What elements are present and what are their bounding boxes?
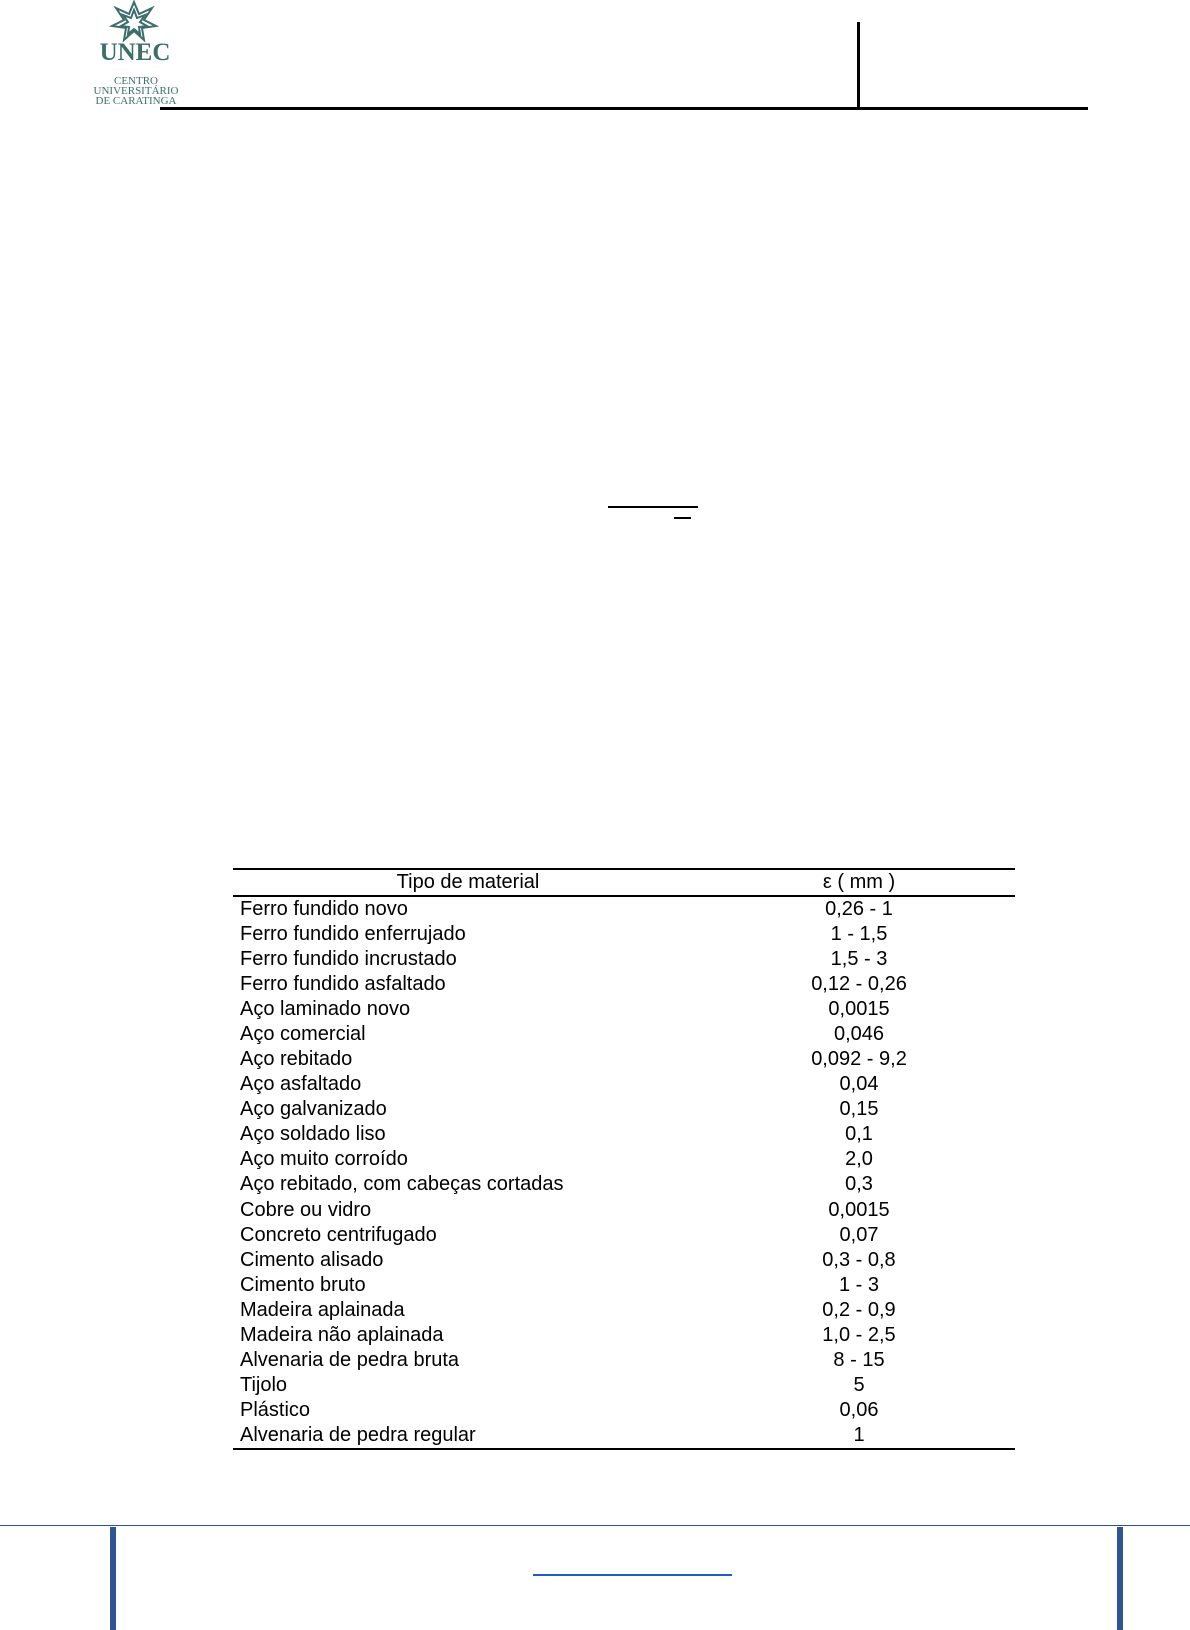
header-divider xyxy=(857,22,860,109)
table-row xyxy=(233,1122,1015,1147)
unec-logo xyxy=(86,0,186,110)
epsilon-cell: 1,5 - 3 xyxy=(830,948,888,971)
material-cell: Ferro fundido enferrujado xyxy=(240,923,466,946)
material-cell: Ferro fundido incrustado xyxy=(240,948,457,971)
material-cell: Concreto centrifugado xyxy=(240,1223,437,1246)
epsilon-cell: 0,3 - 0,8 xyxy=(822,1248,896,1271)
table-body xyxy=(233,896,1015,1449)
material-cell: Madeira aplainada xyxy=(240,1298,405,1321)
material-cell: Aço asfaltado xyxy=(240,1073,362,1096)
table-row xyxy=(233,997,1015,1022)
material-cell: Aço soldado liso xyxy=(240,1123,386,1146)
material-cell: Madeira não aplainada xyxy=(240,1323,444,1346)
material-cell: Aço comercial xyxy=(240,1023,366,1046)
roughness-table xyxy=(233,868,1015,1450)
material-cell: Ferro fundido asfaltado xyxy=(240,973,446,996)
epsilon-cell: 0,26 - 1 xyxy=(825,898,893,920)
logo-line-3: DE CARATINGA xyxy=(95,95,177,107)
epsilon-cell: 2,0 xyxy=(845,1148,873,1171)
epsilon-cell: 0,1 xyxy=(845,1123,873,1146)
table-row xyxy=(233,1223,1015,1248)
unec-logo-graphic xyxy=(86,0,186,110)
table-row xyxy=(233,1172,1015,1197)
material-cell: Aço muito corroído xyxy=(240,1148,408,1171)
logo-line-2: UNIVERSITÁRIO xyxy=(93,85,179,97)
formula-overbar xyxy=(674,517,691,519)
material-cell: Cimento alisado xyxy=(240,1248,384,1271)
logo-wordmark: UNEC xyxy=(99,39,171,66)
epsilon-cell: 0,046 xyxy=(833,1023,885,1046)
table-row xyxy=(233,1423,1015,1449)
star-icon xyxy=(112,2,156,40)
table-row xyxy=(233,1198,1015,1223)
epsilon-cell: 0,092 - 9,2 xyxy=(811,1048,907,1071)
epsilon-cell: 0,06 xyxy=(839,1398,879,1421)
table-row xyxy=(233,1072,1015,1097)
table-row xyxy=(233,1047,1015,1072)
footer-rule xyxy=(0,1525,1190,1526)
table-row xyxy=(233,896,1015,922)
epsilon-cell: 0,3 xyxy=(845,1173,873,1196)
table-row xyxy=(233,1348,1015,1373)
material-cell: Cimento bruto xyxy=(240,1273,366,1296)
footer-link-underline[interactable] xyxy=(533,1574,732,1576)
epsilon-cell: 1 - 1,5 xyxy=(830,923,888,946)
table-row xyxy=(233,1273,1015,1298)
table-row xyxy=(233,947,1015,972)
table-row xyxy=(233,1022,1015,1047)
formula-fraction-line xyxy=(608,506,698,508)
table-row xyxy=(233,1323,1015,1348)
header-epsilon: ε ( mm ) xyxy=(703,869,1015,896)
epsilon-cell: 0,15 xyxy=(839,1098,879,1121)
table-row xyxy=(233,1373,1015,1398)
logo-line-1: CENTRO xyxy=(114,75,158,87)
table-row xyxy=(233,1097,1015,1122)
epsilon-cell: 0,07 xyxy=(839,1223,879,1246)
material-cell: Tijolo xyxy=(240,1373,288,1396)
epsilon-cell: 1,0 - 2,5 xyxy=(822,1323,896,1346)
table-row xyxy=(233,1398,1015,1423)
table-header-row xyxy=(233,869,1015,896)
material-cell: Cobre ou vidro xyxy=(240,1198,372,1221)
material-cell: Alvenaria de pedra regular xyxy=(233,1423,703,1449)
table-row xyxy=(233,972,1015,997)
material-cell: Ferro fundido novo xyxy=(240,898,408,920)
material-cell: Plástico xyxy=(240,1398,311,1421)
material-cell: Alvenaria de pedra bruta xyxy=(240,1348,460,1371)
footer-bar-left xyxy=(110,1527,116,1630)
epsilon-cell: 1 - 3 xyxy=(838,1273,880,1296)
epsilon-cell: 0,0015 xyxy=(828,998,890,1021)
table-row xyxy=(233,922,1015,947)
material-cell: Aço galvanizado xyxy=(240,1098,387,1121)
footer-bar-right xyxy=(1117,1527,1123,1630)
epsilon-cell: 5 xyxy=(853,1373,865,1396)
header-material: Tipo de material xyxy=(233,869,703,896)
epsilon-cell: 0,2 - 0,9 xyxy=(822,1298,896,1321)
epsilon-cell: 0,12 - 0,26 xyxy=(811,973,907,996)
epsilon-cell: 1 xyxy=(703,1423,1015,1449)
material-cell: Aço rebitado, com cabeças cortadas xyxy=(240,1173,564,1196)
material-cell: Aço laminado novo xyxy=(240,998,411,1021)
material-cell: Aço rebitado xyxy=(240,1048,353,1071)
epsilon-cell: 0,0015 xyxy=(828,1198,890,1221)
epsilon-cell: 8 - 15 xyxy=(833,1348,885,1371)
table-row xyxy=(233,1147,1015,1172)
table-row xyxy=(233,1248,1015,1273)
epsilon-cell: 0,04 xyxy=(839,1073,879,1096)
header-rule xyxy=(160,107,1088,110)
table-row xyxy=(233,1298,1015,1323)
